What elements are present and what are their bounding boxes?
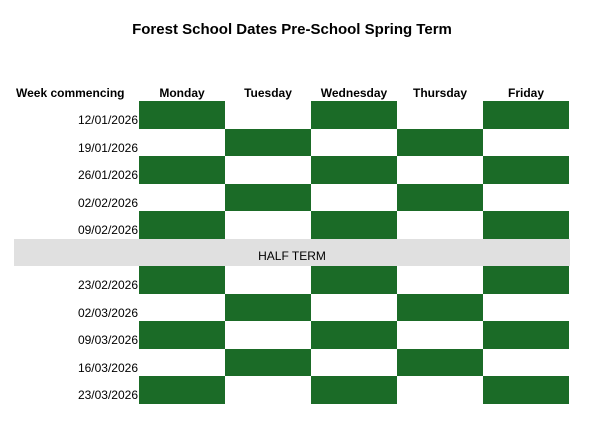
empty-cell-thursday bbox=[397, 266, 483, 294]
half-term-label: HALF TERM bbox=[14, 239, 570, 267]
session-cell-friday bbox=[483, 101, 569, 129]
empty-cell-wednesday bbox=[311, 184, 397, 212]
empty-cell-friday bbox=[483, 184, 569, 212]
empty-cell-tuesday bbox=[225, 321, 311, 349]
empty-cell-tuesday bbox=[225, 211, 311, 239]
session-cell-wednesday bbox=[311, 156, 397, 184]
session-cell-wednesday bbox=[311, 266, 397, 294]
empty-cell-thursday bbox=[397, 376, 483, 404]
header-wednesday: Wednesday bbox=[320, 86, 388, 100]
empty-cell-wednesday bbox=[311, 349, 397, 377]
header-friday: Friday bbox=[507, 86, 544, 100]
session-cell-friday bbox=[483, 211, 569, 239]
week-date: 09/02/2026 bbox=[77, 223, 138, 237]
session-cell-monday bbox=[139, 211, 225, 239]
session-cell-thursday bbox=[397, 129, 483, 157]
empty-cell-tuesday bbox=[225, 156, 311, 184]
session-cell-tuesday bbox=[225, 184, 311, 212]
session-cell-friday bbox=[483, 376, 569, 404]
header-tuesday: Tuesday bbox=[244, 86, 292, 100]
header-thursday: Thursday bbox=[412, 86, 467, 100]
week-date: 09/03/2026 bbox=[77, 333, 138, 347]
week-date: 16/03/2026 bbox=[77, 360, 138, 375]
session-cell-wednesday bbox=[311, 211, 397, 239]
week-date: 19/01/2026 bbox=[77, 140, 138, 155]
empty-cell-thursday bbox=[397, 321, 483, 349]
session-cell-monday bbox=[139, 101, 225, 129]
empty-cell-monday bbox=[139, 129, 225, 157]
session-cell-wednesday bbox=[311, 376, 397, 404]
session-cell-monday bbox=[139, 321, 225, 349]
session-cell-monday bbox=[139, 156, 225, 184]
empty-cell-friday bbox=[483, 349, 569, 377]
session-cell-wednesday bbox=[311, 321, 397, 349]
session-cell-monday bbox=[139, 376, 225, 404]
week-date: 02/03/2026 bbox=[77, 305, 138, 320]
session-cell-friday bbox=[483, 266, 569, 294]
empty-cell-tuesday bbox=[225, 376, 311, 404]
session-cell-thursday bbox=[397, 349, 483, 377]
empty-cell-monday bbox=[139, 294, 225, 322]
session-cell-wednesday bbox=[311, 101, 397, 129]
session-cell-thursday bbox=[397, 294, 483, 322]
session-cell-monday bbox=[139, 266, 225, 294]
week-date: 26/01/2026 bbox=[77, 168, 138, 182]
week-date: 02/02/2026 bbox=[77, 195, 138, 210]
empty-cell-wednesday bbox=[311, 294, 397, 322]
empty-cell-thursday bbox=[397, 156, 483, 184]
empty-cell-monday bbox=[139, 184, 225, 212]
session-cell-friday bbox=[483, 156, 569, 184]
session-cell-tuesday bbox=[225, 129, 311, 157]
header-week-commencing: Week commencing bbox=[16, 86, 125, 100]
session-cell-friday bbox=[483, 321, 569, 349]
session-cell-tuesday bbox=[225, 294, 311, 322]
empty-cell-thursday bbox=[397, 211, 483, 239]
week-date: 23/03/2026 bbox=[77, 388, 138, 402]
empty-cell-thursday bbox=[397, 101, 483, 129]
empty-cell-friday bbox=[483, 129, 569, 157]
header-monday: Monday bbox=[159, 86, 205, 100]
empty-cell-friday bbox=[483, 294, 569, 322]
empty-cell-tuesday bbox=[225, 266, 311, 294]
empty-cell-monday bbox=[139, 349, 225, 377]
page-title: Forest School Dates Pre-School Spring Term bbox=[132, 21, 452, 38]
week-date: 23/02/2026 bbox=[77, 278, 138, 292]
week-date: 12/01/2026 bbox=[77, 113, 138, 127]
session-cell-thursday bbox=[397, 184, 483, 212]
session-cell-tuesday bbox=[225, 349, 311, 377]
empty-cell-wednesday bbox=[311, 129, 397, 157]
empty-cell-tuesday bbox=[225, 101, 311, 129]
